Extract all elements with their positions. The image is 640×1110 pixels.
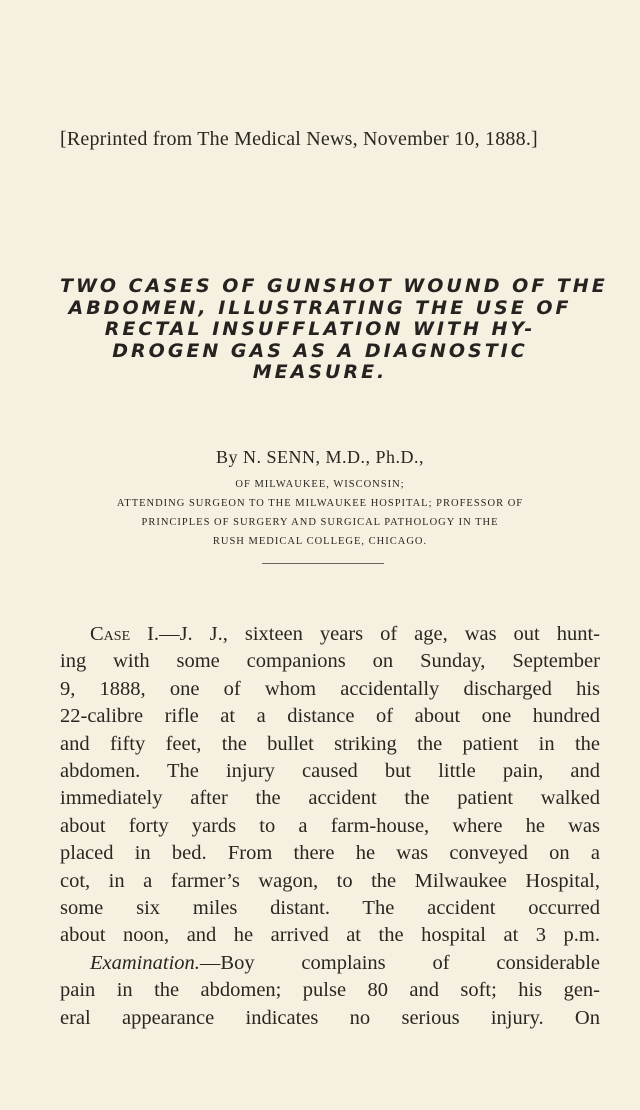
body-line: immediately after the accident the patient walked [60,787,600,810]
case-label: Case I. [90,623,160,645]
case-report-body [60,621,600,1032]
examination-label: Examination. [90,951,200,974]
body-line: 9, 1888, one of whom accidentally discharged his [60,677,600,700]
author-affiliation [40,475,600,551]
title-line: RECTAL INSUFFLATION WITH HY- [104,318,536,340]
body-line: abdomen. The injury caused but little pain, and [60,760,600,783]
body-line: some six miles distant. The accident occurred [60,897,600,920]
section-divider [262,563,384,564]
body-line-text: —Boy complains of considerable [199,951,600,974]
body-line: cot, in a farmer’s wagon, to the Milwaukee Hospital, [60,869,600,892]
body-line: placed in bed. From there he was conveyed on a [60,842,600,865]
title-line: TWO CASES OF GUNSHOT WOUND OF THE [60,275,608,297]
title-line: MEASURE. [252,361,388,383]
body-line [60,621,600,648]
title-line: ABDOMEN, ILLUSTRATING THE USE OF [68,296,572,319]
body-line: about noon, and he arrived at the hospital at 3 p.m. [60,924,600,947]
affiliation-line: OF MILWAUKEE, WISCONSIN; [235,479,405,490]
reprint-notice: [Reprinted from The Medical News, November 10, 1888.] [60,128,538,150]
author-byline: By N. SENN, M.D., Ph.D., [215,447,425,467]
body-line: 22-calibre rifle at a distance of about one hundred [60,705,600,728]
body-line: pain in the abdomen; pulse 80 and soft; his gen- [60,979,600,1002]
article-title [60,275,608,384]
affiliation-line: RUSH MEDICAL COLLEGE, CHICAGO. [212,536,428,547]
body-line: ing with some companions on Sunday, September [60,650,600,673]
title-line: DROGEN GAS AS A DIAGNOSTIC [112,339,528,362]
body-line: about forty yards to a farm-house, where he was [60,814,600,837]
body-line: eral appearance indicates no serious injury. On [60,1006,600,1029]
body-line [60,950,600,977]
affiliation-line: PRINCIPLES OF SURGERY AND SURGICAL PATHOLOGY IN THE [141,517,499,528]
body-line: and fifty feet, the bullet striking the patient in the [60,732,600,755]
body-line-text: —J. J., sixteen years of age, was out hunt- [159,623,601,645]
affiliation-line: ATTENDING SURGEON TO THE MILWAUKEE HOSPITAL; PROFESSOR OF [116,498,524,509]
